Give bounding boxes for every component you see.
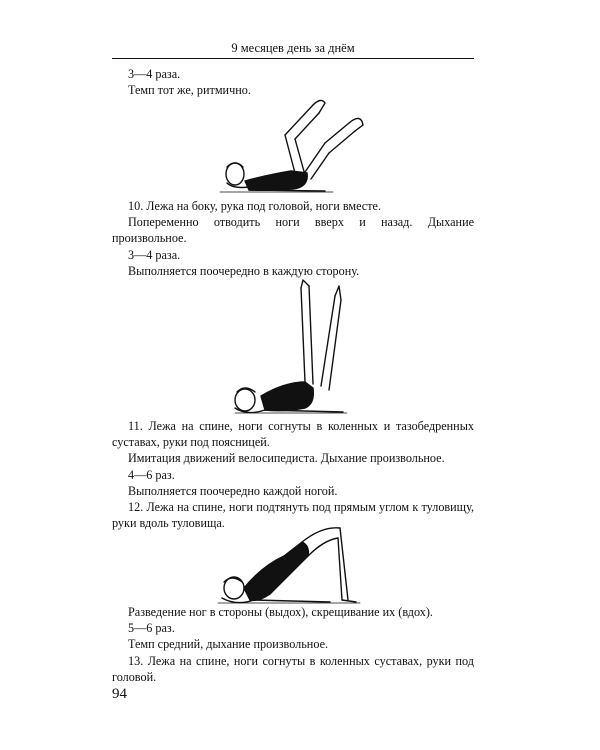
torso: [261, 382, 313, 411]
paragraph: Темп тот же, ритмично.: [128, 83, 251, 98]
text-block-2: [112, 198, 474, 279]
head: [235, 389, 255, 411]
exercise-illustration-bicycle: [215, 95, 375, 195]
paragraph: 5—6 раз.: [128, 621, 175, 636]
exercise-illustration-legs-raised: [225, 278, 355, 418]
paragraph: Разведение ног в стороны (выдох), скрещивание их (вдох).: [128, 605, 433, 619]
paragraph: 13. Лежа на спине, ноги согнуты в коленных суставах, руки под головой.: [112, 653, 474, 684]
paragraph: Выполняется поочередно каждой ногой.: [128, 483, 338, 498]
paragraph: 12. Лежа на спине, ноги подтянуть под прямым углом к туловищу, руки вдоль туловища.: [112, 500, 474, 531]
paragraph: Имитация движений велосипедиста. Дыхание произвольное.: [128, 451, 445, 466]
paragraph: 10. Лежа на боку, рука под головой, ноги вместе.: [128, 199, 382, 213]
paragraph: 11. Лежа на спине, ноги согнуты в коленных и тазобедренных суставах, руки под поясницей.: [112, 419, 474, 450]
paragraph: 3—4 раза.: [128, 247, 181, 262]
running-header: 9 месяцев день за днём: [231, 41, 355, 55]
paragraph: Темп средний, дыхание произвольное.: [128, 637, 329, 652]
text-block-3: [112, 418, 474, 531]
header-rule: [112, 58, 474, 59]
text-block-4: [112, 604, 474, 685]
paragraph: 4—6 раз.: [128, 467, 175, 482]
paragraph: Выполняется поочередно в каждую сторону.: [128, 263, 360, 278]
paragraph: 3—4 раза.: [128, 67, 181, 81]
exercise-illustration-bridge: [210, 522, 365, 607]
page-number: 94: [112, 686, 127, 702]
text-block-1: [112, 66, 474, 98]
paragraph: Попеременно отводить ноги вверх и назад. Дыхание произвольное.: [112, 215, 474, 246]
torso: [245, 171, 307, 190]
torso: [244, 542, 308, 600]
